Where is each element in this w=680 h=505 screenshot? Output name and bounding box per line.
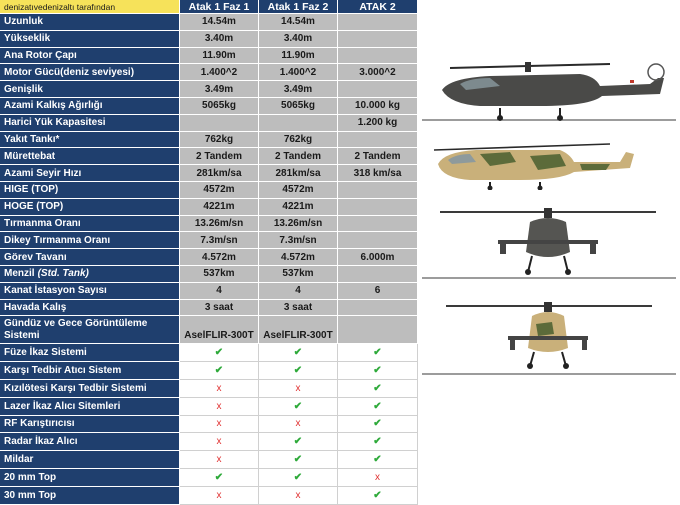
cell-atak1-faz1 (180, 362, 259, 380)
cell-atak1-faz1 (180, 416, 259, 434)
cell-atak2 (338, 31, 418, 48)
row-label-text: Azami Kalkış Ağırlığı (4, 100, 103, 112)
row-label (0, 31, 180, 48)
spec-row (0, 300, 418, 317)
cross-icon: x (295, 418, 301, 430)
spec-row (0, 81, 418, 98)
cell-atak1-faz1: AselFLIR-300T (180, 316, 259, 344)
cell-atak2: 1.200 kg (338, 115, 418, 132)
spec-row (0, 14, 418, 31)
system-row (0, 416, 418, 434)
spec-row (0, 48, 418, 65)
cell-atak1-faz2: 1.400^2 (259, 64, 338, 81)
row-label: 30 mm Top (0, 487, 180, 505)
check-icon: ✔ (373, 382, 382, 394)
row-label-text: Mürettebat (4, 150, 56, 162)
row-label: Mildar (0, 451, 180, 469)
cell-atak1-faz1 (180, 380, 259, 398)
check-icon: ✔ (214, 471, 224, 483)
cell-atak1-faz2: 4 (259, 283, 338, 300)
cell-atak2 (338, 380, 418, 398)
cell-atak1-faz2 (259, 433, 338, 451)
atak1-camo-side-view-image (420, 132, 678, 190)
cell-atak2 (338, 14, 418, 31)
cell-atak1-faz1: 281km/sa (180, 165, 259, 182)
row-label (0, 249, 180, 266)
cell-atak2: 318 km/sa (338, 165, 418, 182)
check-icon: ✔ (373, 418, 382, 430)
system-rows (0, 344, 418, 504)
cell-atak1-faz2: 4221m (259, 199, 338, 216)
cell-atak1-faz2: 3.49m (259, 81, 338, 98)
cell-atak1-faz1: 7.3m/sn (180, 232, 259, 249)
cell-atak2 (338, 132, 418, 149)
check-icon: ✔ (373, 454, 382, 466)
cell-atak1-faz2 (259, 380, 338, 398)
spec-rows (0, 14, 418, 316)
cell-atak1-faz2 (259, 416, 338, 434)
cell-atak1-faz1: 4 (180, 283, 259, 300)
cell-atak2: 6 (338, 283, 418, 300)
system-row (0, 433, 418, 451)
cell-atak1-faz2: 11.90m (259, 48, 338, 65)
cell-atak1-faz1: 14.54m (180, 14, 259, 31)
spec-row (0, 232, 418, 249)
cell-atak1-faz1 (180, 469, 259, 487)
check-icon: ✔ (373, 400, 382, 412)
row-label: Lazer İkaz Alıcı Sitemleri (0, 398, 180, 416)
row-label: Kızılötesi Karşı Tedbir Sistemi (0, 380, 180, 398)
system-row (0, 469, 418, 487)
cell-atak1-faz2: 14.54m (259, 14, 338, 31)
row-label-text: HOGE (TOP) (4, 201, 64, 213)
cross-icon: x (216, 436, 222, 448)
row-label (0, 283, 180, 300)
cell-atak1-faz2: 13.26m/sn (259, 216, 338, 233)
row-label-text: Görev Tavanı (4, 251, 67, 263)
cell-atak1-faz1: 537km (180, 266, 259, 283)
row-label-note: (Std. Tank) (37, 268, 89, 280)
spec-row (0, 31, 418, 48)
cell-atak1-faz1: 11.90m (180, 48, 259, 65)
row-label (0, 316, 180, 344)
row-label-text: Motor Gücü(deniz seviyesi) (4, 66, 135, 78)
row-label (0, 216, 180, 233)
cell-atak2 (338, 81, 418, 98)
cell-atak1-faz2 (259, 362, 338, 380)
cell-atak2 (338, 182, 418, 199)
cell-atak2 (338, 199, 418, 216)
cell-atak1-faz2 (259, 398, 338, 416)
row-label (0, 199, 180, 216)
row-label-text: Uzunluk (4, 16, 43, 28)
cell-atak2 (338, 316, 418, 344)
row-label-text: Harici Yük Kapasitesi (4, 117, 106, 129)
system-row (0, 362, 418, 380)
cell-atak2 (338, 232, 418, 249)
col-header-atak1-faz1: Atak 1 Faz 1 (180, 0, 259, 14)
spec-row (0, 182, 418, 199)
system-row (0, 344, 418, 362)
cell-atak1-faz1: 4221m (180, 199, 259, 216)
row-label-text: Yükseklik (4, 33, 51, 45)
row-label-line1: Gündüz ve Gece Görüntüleme (4, 317, 148, 329)
cell-atak2 (338, 300, 418, 317)
row-label-text: Ana Rotor Çapı (4, 49, 77, 61)
row-label: Karşı Tedbir Atıcı Sistem (0, 362, 180, 380)
spec-row (0, 132, 418, 149)
row-label-line2: Sistemi (4, 329, 40, 341)
cell-atak1-faz1: 1.400^2 (180, 64, 259, 81)
cross-icon: x (216, 418, 222, 430)
spec-row (0, 249, 418, 266)
cell-atak2 (338, 433, 418, 451)
spec-row (0, 266, 418, 283)
row-label-text: Havada Kalış (4, 301, 67, 313)
check-icon: ✔ (373, 365, 382, 377)
row-label (0, 81, 180, 98)
row-label (0, 132, 180, 149)
cell-atak1-faz1 (180, 433, 259, 451)
row-label: 20 mm Top (0, 469, 180, 487)
spec-row (0, 283, 418, 300)
row-label: Radar İkaz Alıcı (0, 433, 180, 451)
cell-atak1-faz1 (180, 115, 259, 132)
row-label (0, 300, 180, 317)
imaging-row (0, 316, 418, 344)
cell-atak1-faz2: 3.40m (259, 31, 338, 48)
row-label (0, 115, 180, 132)
check-icon: ✔ (373, 489, 382, 501)
row-label-text: HIGE (TOP) (4, 184, 59, 196)
row-label (0, 182, 180, 199)
check-icon: ✔ (293, 347, 303, 359)
row-label (0, 148, 180, 165)
cross-icon: x (216, 400, 222, 412)
row-label: RF Karıştırıcısı (0, 416, 180, 434)
cell-atak1-faz2: 762kg (259, 132, 338, 149)
cell-atak1-faz2 (259, 451, 338, 469)
cell-atak2: 2 Tandem (338, 148, 418, 165)
row-label (0, 232, 180, 249)
spec-row (0, 199, 418, 216)
cell-atak2 (338, 344, 418, 362)
cell-atak2: 10.000 kg (338, 98, 418, 115)
cell-atak1-faz1: 762kg (180, 132, 259, 149)
cell-atak1-faz1 (180, 398, 259, 416)
cell-atak1-faz1: 4572m (180, 182, 259, 199)
cross-icon: x (216, 489, 222, 501)
col-header-atak1-faz2: Atak 1 Faz 2 (259, 0, 338, 14)
cell-atak2 (338, 469, 418, 487)
cell-atak1-faz2 (259, 115, 338, 132)
row-label-text: Azami Seyir Hızı (4, 167, 82, 179)
spec-row (0, 216, 418, 233)
row-label-text: Genişlik (4, 83, 43, 95)
cell-atak1-faz2: 4572m (259, 182, 338, 199)
col-header-atak2: ATAK 2 (338, 0, 418, 14)
row-label-text: Yakıt Tankı* (4, 133, 60, 145)
cell-atak2: 6.000m (338, 249, 418, 266)
row-label-text: Tırmanma Oranı (4, 217, 81, 229)
row-label (0, 64, 180, 81)
cell-atak1-faz1 (180, 451, 259, 469)
check-icon: ✔ (214, 347, 224, 359)
row-label-text: Dikey Tırmanma Oranı (4, 234, 111, 246)
cell-atak2: 3.000^2 (338, 64, 418, 81)
spec-row (0, 64, 418, 81)
atak2-side-view-image (420, 50, 678, 122)
check-icon: ✔ (373, 347, 382, 359)
cell-atak1-faz2: 7.3m/sn (259, 232, 338, 249)
atak-front-view-image (420, 200, 678, 280)
cell-atak2 (338, 216, 418, 233)
system-row (0, 487, 418, 505)
cell-atak1-faz1: 13.26m/sn (180, 216, 259, 233)
cross-icon: x (216, 454, 222, 466)
cell-atak1-faz1: 4.572m (180, 249, 259, 266)
cross-icon: x (375, 471, 380, 483)
spec-row (0, 165, 418, 182)
row-label-text: Menzil (4, 268, 35, 280)
row-label: Füze İkaz Sistemi (0, 344, 180, 362)
system-row (0, 398, 418, 416)
cell-atak1-faz2: AselFLIR-300T (259, 316, 338, 344)
cross-icon: x (216, 382, 222, 394)
check-icon: ✔ (293, 454, 303, 466)
atak-camo-front-view-image (420, 292, 678, 376)
cell-atak1-faz1 (180, 344, 259, 362)
cell-atak1-faz1 (180, 487, 259, 505)
cell-atak2 (338, 266, 418, 283)
cross-icon: x (295, 382, 301, 394)
cell-atak1-faz2 (259, 344, 338, 362)
cell-atak1-faz2 (259, 487, 338, 505)
row-label (0, 266, 180, 283)
spec-row (0, 115, 418, 132)
cell-atak1-faz2: 5065kg (259, 98, 338, 115)
check-icon: ✔ (293, 436, 303, 448)
cell-atak1-faz1: 3 saat (180, 300, 259, 317)
cell-atak1-faz2: 281km/sa (259, 165, 338, 182)
cell-atak1-faz1: 3.49m (180, 81, 259, 98)
cell-atak1-faz1: 2 Tandem (180, 148, 259, 165)
check-icon: ✔ (293, 471, 303, 483)
cell-atak1-faz2: 2 Tandem (259, 148, 338, 165)
cell-atak2 (338, 48, 418, 65)
cell-atak1-faz1: 5065kg (180, 98, 259, 115)
system-row (0, 380, 418, 398)
check-icon: ✔ (293, 365, 303, 377)
cell-atak2 (338, 398, 418, 416)
row-label (0, 48, 180, 65)
spec-row (0, 98, 418, 115)
cell-atak2 (338, 487, 418, 505)
cell-atak2 (338, 416, 418, 434)
cell-atak1-faz2: 4.572m (259, 249, 338, 266)
row-label-text: Kanat İstasyon Sayısı (4, 285, 107, 297)
row-label (0, 98, 180, 115)
table-header-row (0, 0, 418, 14)
row-label (0, 14, 180, 31)
check-icon: ✔ (373, 436, 382, 448)
spec-row (0, 148, 418, 165)
check-icon: ✔ (293, 400, 303, 412)
system-row (0, 451, 418, 469)
cell-atak1-faz2: 537km (259, 266, 338, 283)
cell-atak2 (338, 362, 418, 380)
cell-atak1-faz2: 3 saat (259, 300, 338, 317)
cross-icon: x (295, 489, 301, 501)
cell-atak1-faz1: 3.40m (180, 31, 259, 48)
source-credit: denizatıvedenizaltı tarafından (0, 0, 180, 14)
row-label (0, 165, 180, 182)
check-icon: ✔ (214, 365, 224, 377)
cell-atak1-faz2 (259, 469, 338, 487)
cell-atak2 (338, 451, 418, 469)
